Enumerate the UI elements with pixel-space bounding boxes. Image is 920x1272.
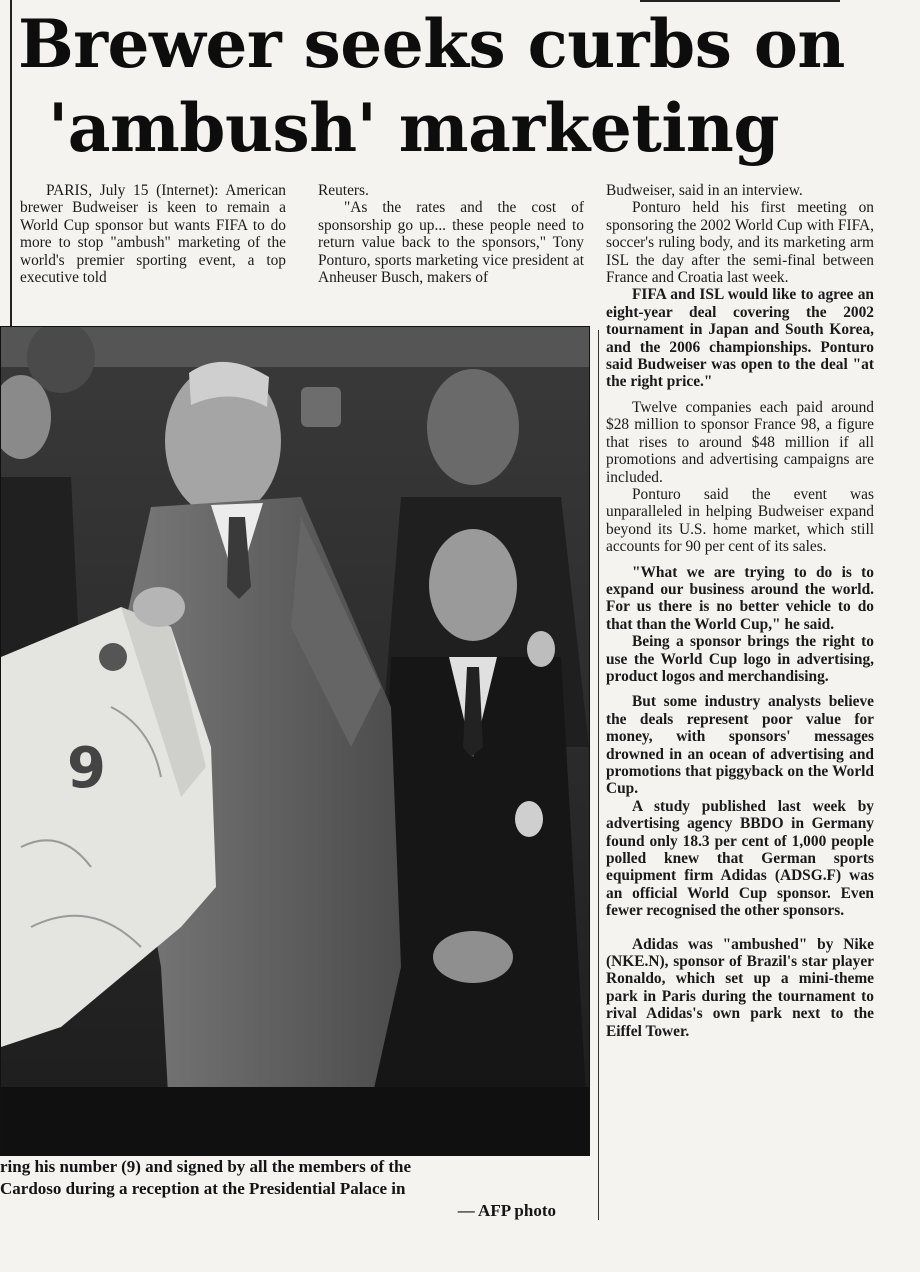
paragraph: PARIS, July 15 (Internet): American brewer Budweiser is keen to remain a World Cup sponsor but wants FIFA to do more to stop "ambush" marketing of the world's premier sporting event, a top executive told (20, 182, 286, 287)
paragraph: But some industry analysts believe the deals represent poor value for money, with sponsors' messages drowned in an ocean of advertising and promotions that piggyback on the World Cup. (606, 693, 874, 798)
shirt-number: 9 (67, 736, 106, 801)
article-column-1 (20, 182, 286, 286)
headline-line-1: Brewer seeks curbs on (18, 5, 845, 83)
headline-line-2: 'ambush' marketing (48, 89, 780, 167)
photo-credit: — AFP photo (457, 1201, 556, 1220)
paragraph: Ponturo said the event was unparalleled in helping Budweiser expand beyond its U.S. home market, which still accounts for 90 per cent of its sales. (606, 485, 874, 556)
paragraph: Twelve companies each paid around $28 million to sponsor France 98, a figure that rises to around $48 million if all promotions and advertising campaigns are included. (606, 398, 874, 486)
news-photo (0, 326, 590, 1156)
photo-illustration (1, 327, 589, 1155)
paragraph: Being a sponsor brings the right to use the World Cup logo in advertising, product logos and merchandising. (606, 633, 874, 685)
caption-line-1: ring his number (9) and signed by all the members of the (0, 1157, 412, 1176)
paragraph: FIFA and ISL would like to agree an eight-year deal covering the 2002 tournament in Japan and South Korea, and the 2006 championships. Ponturo said Budweiser was open to the deal "at the right price." (606, 286, 874, 391)
caption-line-2: Cardoso during a reception at the Presidential Palace in (0, 1179, 406, 1198)
column-divider (598, 330, 599, 1220)
paragraph: A study published last week by advertising agency BBDO in Germany found only 18.3 per cent of 1,000 people polled knew that German sports equipment firm Adidas (ADSG.F) was an official World Cup sponsor. Even fewer recognised the other sponsors. (606, 797, 874, 920)
article-column-2 (318, 182, 584, 286)
paragraph: Reuters. (318, 182, 369, 199)
paragraph: Adidas was "ambushed" by Nike (NKE.N), sponsor of Brazil's star player Ronaldo, which set up a mini-theme park in Paris during the tournament to rival Adidas's own park next to the Eiffel Tower. (606, 935, 874, 1040)
article-column-3 (606, 182, 874, 1040)
paragraph: "What we are trying to do is to expand our business around the world. For us there is no better vehicle to do that than the World Cup," he said. (606, 563, 874, 633)
headline (18, 2, 908, 170)
paragraph: "As the rates and the cost of sponsorship go up... these people need to return value back to the sponsors," Tony Ponturo, sports marketing vice president at Anheuser Busch, makers of (318, 199, 584, 287)
paragraph: Budweiser, said in an interview. (606, 182, 803, 199)
photo-caption (0, 1156, 556, 1222)
paragraph: Ponturo held his first meeting on sponsoring the 2002 World Cup with FIFA, soccer's ruling body, and its marketing arm ISL the day after the semi-final between France and Croatia last week. (606, 199, 874, 287)
left-column-rule (10, 0, 12, 330)
